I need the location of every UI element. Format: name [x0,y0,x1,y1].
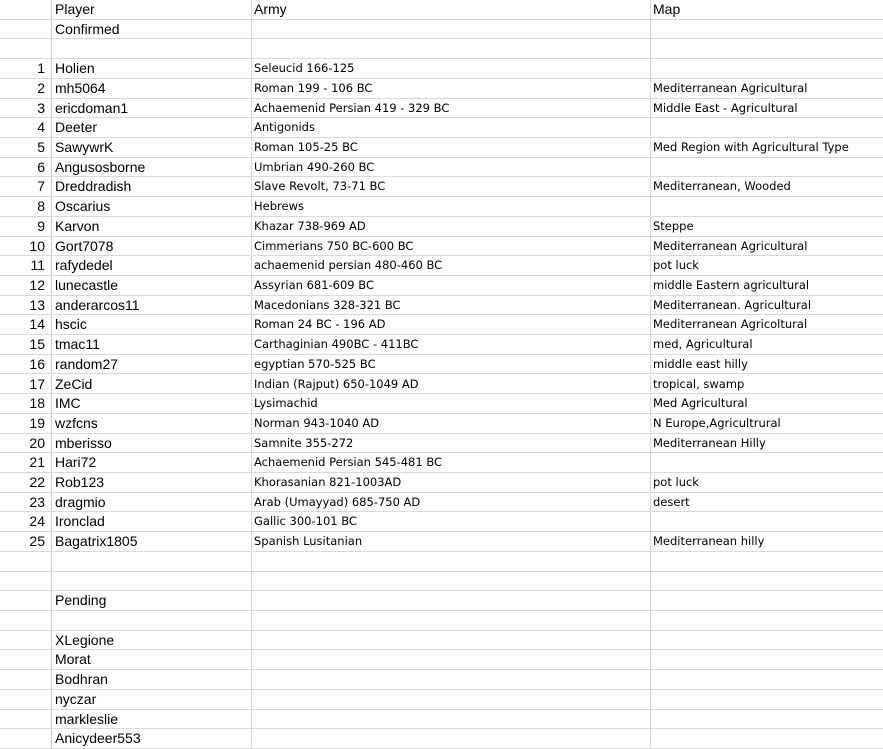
player-cell[interactable]: Rob123 [52,473,252,492]
army-cell[interactable] [252,670,651,689]
map-cell[interactable] [651,197,883,216]
army-cell[interactable]: Indian (Rajput) 650-1049 AD [252,375,651,394]
table-row [0,375,883,395]
map-cell[interactable] [651,59,883,78]
map-cell[interactable] [651,512,883,531]
player-cell[interactable]: Dreddradish [52,177,252,196]
row-number: 3 [0,99,52,118]
army-cell[interactable]: Khazar 738-969 AD [252,217,651,236]
army-cell[interactable]: Slave Revolt, 73-71 BC [252,177,651,196]
player-cell[interactable]: IMC [52,394,252,413]
map-cell[interactable]: pot luck [653,258,699,273]
section-row [0,20,883,40]
army-cell[interactable] [252,690,651,709]
row-number: 15 [0,335,52,354]
army-cell[interactable]: Achaemenid Persian 545-481 BC [252,453,651,472]
table-row [0,512,883,532]
row-number-cell [0,710,52,729]
army-cell[interactable] [252,611,651,630]
row-number-cell [0,572,52,591]
player-cell[interactable] [52,611,252,630]
empty-row [0,611,883,631]
row-number-cell [0,729,52,748]
army-cell[interactable] [252,710,651,729]
row-number: 7 [0,177,52,196]
map-cell[interactable] [651,729,883,748]
header-row [0,0,883,20]
row-number: 22 [0,473,52,492]
army-cell[interactable]: Roman 24 BC - 196 AD [252,315,651,334]
row-number: 13 [0,296,52,315]
map-cell[interactable]: Mediterranean Agricultural [653,238,808,253]
pending-player-cell[interactable]: XLegione [52,631,252,650]
column-header-player: Player [52,0,252,19]
map-cell[interactable]: N Europe,Agricultrural [653,415,781,430]
table-row [0,99,883,119]
army-cell[interactable]: Antigonids [252,118,651,137]
row-number-cell [0,591,52,610]
army-cell[interactable]: Gallic 300-101 BC [252,512,651,531]
map-cell[interactable] [651,670,883,689]
map-cell[interactable] [651,611,883,630]
column-header-army: Army [252,0,651,19]
table-row [0,473,883,493]
army-cell[interactable]: Cimmerians 750 BC-600 BC [252,237,651,256]
army-cell[interactable] [252,20,651,39]
map-cell[interactable] [651,39,883,58]
row-number: 12 [0,276,52,295]
table-row [0,414,883,434]
army-cell[interactable]: Macedonians 328-321 BC [252,296,651,315]
army-cell[interactable] [252,39,651,58]
row-number: 2 [0,79,52,98]
table-row [0,79,883,99]
row-number-cell [0,611,52,630]
section-row [0,591,883,611]
row-number: 14 [0,315,52,334]
player-cell[interactable]: Holien [52,59,252,78]
army-cell[interactable]: Hebrews [252,197,651,216]
table-row [0,434,883,454]
map-cell[interactable] [651,552,883,571]
army-cell[interactable]: Roman 105-25 BC [252,138,651,157]
map-cell[interactable]: middle east hilly [653,356,748,371]
map-cell[interactable] [651,690,883,709]
map-cell[interactable]: tropical, swamp [653,376,745,391]
pending-row [0,690,883,710]
army-cell[interactable]: Carthaginian 490BC - 411BC [252,335,651,354]
pending-row [0,650,883,670]
army-cell[interactable]: Achaemenid Persian 419 - 329 BC [252,99,651,118]
row-number: 10 [0,237,52,256]
table-row [0,59,883,79]
empty-row [0,39,883,59]
row-number: 6 [0,158,52,177]
map-cell[interactable] [651,20,883,39]
table-row [0,532,883,552]
table-row [0,335,883,355]
row-number: 21 [0,453,52,472]
pending-player-cell[interactable]: Bodhran [52,670,252,689]
player-cell[interactable]: ZeCid [52,375,252,394]
army-cell[interactable]: Spanish Lusitanian [252,532,651,551]
army-cell[interactable]: Seleucid 166-125 [252,59,651,78]
table-row [0,493,883,513]
empty-row [0,572,883,592]
row-number: 17 [0,375,52,394]
table-row [0,237,883,257]
player-cell[interactable]: wzfcns [52,414,252,433]
map-cell[interactable]: Med Region with Agricultural Type [653,139,849,154]
map-cell[interactable] [651,158,883,177]
row-number: 23 [0,493,52,512]
table-row [0,394,883,414]
player-cell[interactable]: Ironclad [52,512,252,531]
player-cell[interactable]: tmac11 [52,335,252,354]
column-header-map: Map [653,1,681,17]
player-cell[interactable]: mberisso [52,434,252,453]
army-cell[interactable]: Umbrian 490-260 BC [252,158,651,177]
map-cell[interactable] [651,650,883,669]
map-cell[interactable] [651,591,883,610]
table-row [0,217,883,237]
player-cell[interactable] [52,572,252,591]
army-cell[interactable] [252,552,651,571]
map-cell[interactable]: Mediterranean hilly [653,534,765,549]
map-cell[interactable]: Mediterranean Agricultural [653,80,808,95]
row-number: 1 [0,59,52,78]
army-cell[interactable]: achaemenid persian 480-460 BC [252,256,651,275]
player-cell[interactable]: anderarcos11 [52,296,252,315]
map-cell[interactable] [651,572,883,591]
pending-player-cell[interactable]: Anicydeer553 [52,729,252,748]
row-number: 24 [0,512,52,531]
pending-player-cell[interactable]: Morat [52,650,252,669]
table-row [0,158,883,178]
player-cell[interactable]: mh5064 [52,79,252,98]
row-number-cell [0,631,52,650]
map-cell[interactable] [651,453,883,472]
player-cell[interactable] [52,39,252,58]
table-row [0,177,883,197]
pending-row [0,729,883,749]
table-row [0,256,883,276]
row-number-cell [0,690,52,709]
map-cell[interactable]: med, Agricultural [653,337,753,352]
army-cell[interactable]: egyptian 570-525 BC [252,355,651,374]
pending-row [0,670,883,690]
map-cell[interactable] [651,710,883,729]
row-number: 9 [0,217,52,236]
army-cell[interactable] [252,591,651,610]
row-number-cell [0,20,52,39]
player-cell[interactable]: SawywrK [52,138,252,157]
map-cell[interactable]: Steppe [653,218,694,233]
empty-row [0,552,883,572]
army-cell[interactable] [252,572,651,591]
table-row [0,355,883,375]
row-number: 16 [0,355,52,374]
map-cell[interactable] [651,631,883,650]
map-cell[interactable]: Middle East - Agricultural [653,100,798,115]
row-number: 20 [0,434,52,453]
army-cell[interactable]: Samnite 355-272 [252,434,651,453]
row-number-cell [0,670,52,689]
pending-row [0,631,883,651]
player-cell[interactable]: Deeter [52,118,252,137]
player-cell[interactable]: Gort7078 [52,237,252,256]
section-label-confirmed[interactable]: Confirmed [52,20,252,39]
player-cell[interactable]: hscic [52,315,252,334]
player-cell[interactable]: Hari72 [52,453,252,472]
map-cell[interactable]: Mediterranean. Agricultural [653,297,812,312]
row-number-cell [0,39,52,58]
player-cell[interactable]: ericdoman1 [52,99,252,118]
row-number: 18 [0,394,52,413]
row-number: 4 [0,118,52,137]
army-cell[interactable] [252,650,651,669]
player-cell[interactable]: lunecastle [52,276,252,295]
player-cell[interactable]: rafydedel [52,256,252,275]
player-cell[interactable]: random27 [52,355,252,374]
map-cell[interactable]: desert [653,494,690,509]
row-number: 25 [0,532,52,551]
row-number: 11 [0,256,52,275]
pending-player-cell[interactable]: markleslie [52,710,252,729]
table-row [0,296,883,316]
map-cell[interactable] [651,118,883,137]
player-cell[interactable]: Angusosborne [52,158,252,177]
player-cell[interactable]: Oscarius [52,197,252,216]
army-cell[interactable]: Arab (Umayyad) 685-750 AD [252,493,651,512]
row-number: 8 [0,197,52,216]
table-row [0,276,883,296]
map-cell[interactable]: middle Eastern agricultural [653,277,810,292]
pending-row [0,710,883,730]
map-cell[interactable]: Mediterranean, Wooded [653,179,791,194]
map-cell[interactable]: Mediterranean Agricoltural [653,317,808,332]
table-row [0,138,883,158]
map-cell[interactable]: Med Agricultural [653,396,748,411]
army-cell[interactable] [252,631,651,650]
table-row [0,197,883,217]
player-cell[interactable]: Bagatrix1805 [52,532,252,551]
player-cell[interactable]: dragmio [52,493,252,512]
table-row [0,118,883,138]
row-number: 19 [0,414,52,433]
army-cell[interactable]: Norman 943-1040 AD [252,414,651,433]
pending-player-cell[interactable]: nyczar [52,690,252,709]
map-cell[interactable]: Mediterranean Hilly [653,435,766,450]
row-number-cell [0,552,52,571]
army-cell[interactable]: Lysimachid [252,394,651,413]
army-cell[interactable]: Assyrian 681-609 BC [252,276,651,295]
army-cell[interactable] [252,729,651,748]
army-cell[interactable]: Khorasanian 821-1003AD [252,473,651,492]
section-label-pending[interactable]: Pending [52,591,252,610]
table-row [0,315,883,335]
player-cell[interactable]: Karvon [52,217,252,236]
row-number: 5 [0,138,52,157]
army-cell[interactable]: Roman 199 - 106 BC [252,79,651,98]
table-row [0,453,883,473]
map-cell[interactable]: pot luck [653,475,699,490]
row-number-cell [0,650,52,669]
row-number-cell [0,0,52,19]
player-cell[interactable] [52,552,252,571]
